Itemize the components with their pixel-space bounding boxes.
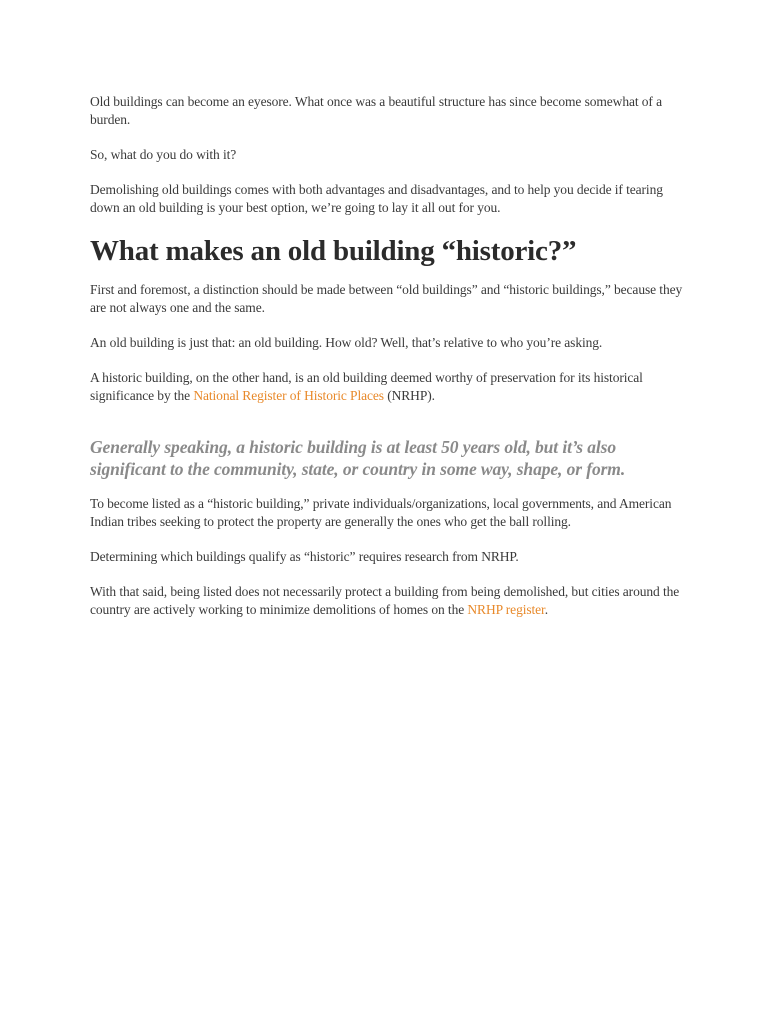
intro-paragraph-3: Demolishing old buildings comes with both advantages and disadvantages, and to help you decide if tearing down an old building is your best option, we’re going to lay it all out for you.: [90, 182, 663, 215]
paragraph-historic-building: [90, 369, 690, 405]
paragraph-text: .: [544, 602, 548, 617]
intro-paragraph-1: Old buildings can become an eyesore. What once was a beautiful structure has since become somewhat of a burden.: [90, 94, 662, 127]
nrhp-link[interactable]: National Register of Historic Places: [193, 388, 384, 403]
section-heading: What makes an old building “historic?”: [90, 235, 577, 267]
article-body: [90, 93, 690, 636]
paragraph-text: A historic building, on the other hand, is an old building deemed worthy of preservation for its historical significance by the: [90, 370, 643, 403]
paragraph-listing: To become listed as a “historic building,” private individuals/organizations, local governments, and American Indian tribes seeking to protect the property are generally the ones who get the ball rolling.: [90, 496, 672, 529]
paragraph-text: With that said, being listed does not necessarily protect a building from being demolished, but cities around the country are actively working to minimize demolitions of homes on the: [90, 584, 680, 617]
paragraph-distinction: First and foremost, a distinction should be made between “old buildings” and “historic buildings,” because they are not always one and the same.: [90, 282, 683, 315]
paragraph-old-building: An old building is just that: an old building. How old? Well, that’s relative to who you’re asking.: [90, 335, 603, 350]
paragraph-text: (NRHP).: [383, 388, 435, 403]
paragraph-research: Determining which buildings qualify as “historic” requires research from NRHP.: [90, 549, 519, 564]
intro-paragraph-2: So, what do you do with it?: [90, 147, 237, 162]
paragraph-demolition: [90, 583, 690, 619]
pull-quote: Generally speaking, a historic building is at least 50 years old, but it’s also significant to the community, state, or country in some way, shape, or form.: [90, 437, 626, 479]
nrhp-register-link[interactable]: NRHP register: [467, 602, 545, 617]
